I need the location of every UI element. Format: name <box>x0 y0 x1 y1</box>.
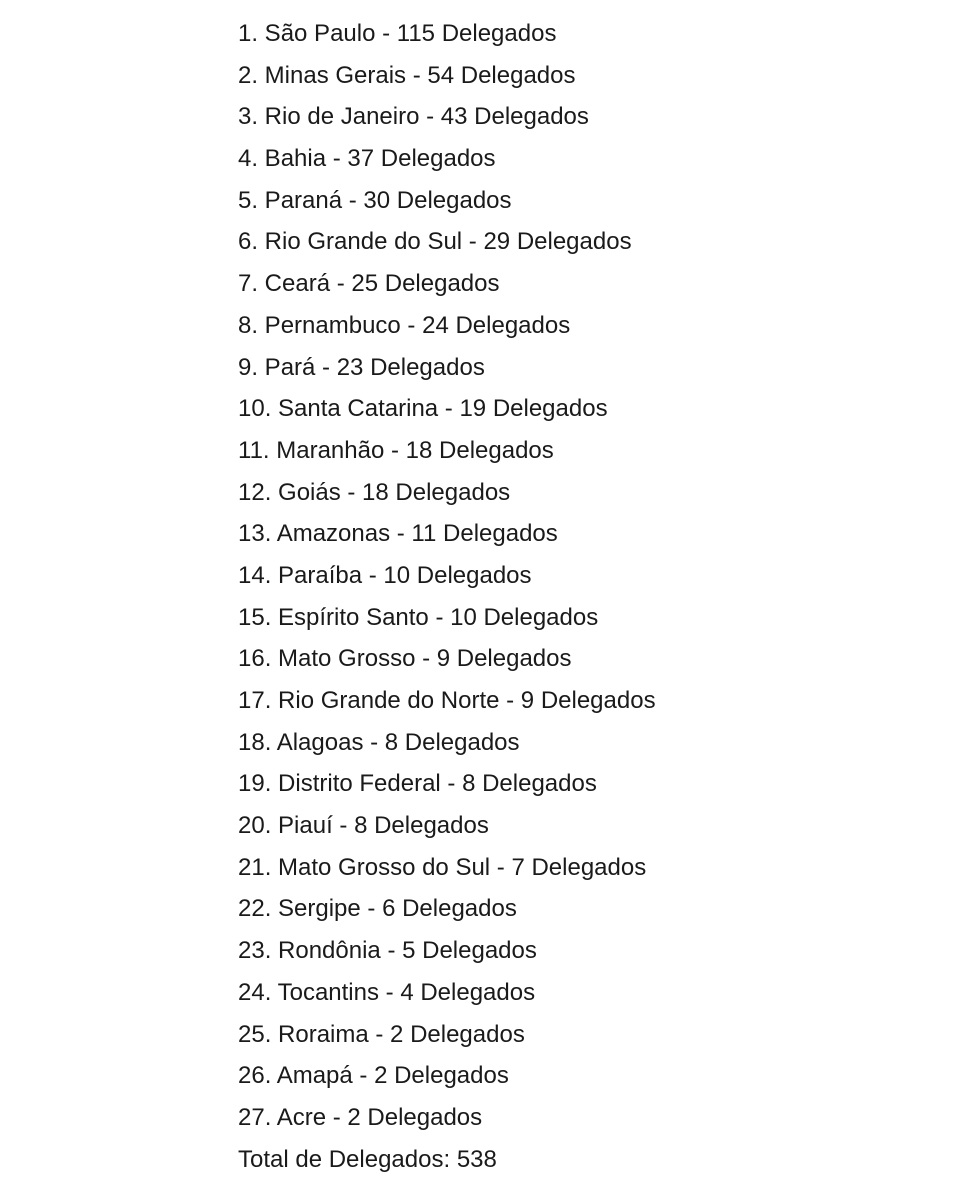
list-item: 26. Amapá - 2 Delegados <box>238 1062 509 1090</box>
list-item: 21. Mato Grosso do Sul - 7 Delegados <box>238 853 647 881</box>
list-item: 6. Rio Grande do Sul - 29 Delegados <box>238 228 632 256</box>
list-item: 4. Bahia - 37 Delegados <box>238 145 496 173</box>
list-item: 3. Rio de Janeiro - 43 Delegados <box>238 103 589 131</box>
list-item: 10. Santa Catarina - 19 Delegados <box>238 395 608 423</box>
list-item: 20. Piauí - 8 Delegados <box>238 812 489 840</box>
list-item: 23. Rondônia - 5 Delegados <box>238 937 537 965</box>
list-item: 15. Espírito Santo - 10 Delegados <box>238 603 599 631</box>
list-item: 11. Maranhão - 18 Delegados <box>238 436 554 464</box>
list-item: 5. Paraná - 30 Delegados <box>238 186 512 214</box>
list-item: 24. Tocantins - 4 Delegados <box>238 978 536 1006</box>
list-item: 12. Goiás - 18 Delegados <box>238 478 511 506</box>
list-item: 19. Distrito Federal - 8 Delegados <box>238 770 597 798</box>
list-item: 8. Pernambuco - 24 Delegados <box>238 311 571 339</box>
list-item: 1. São Paulo - 115 Delegados <box>238 20 557 47</box>
list-item: 9. Pará - 23 Delegados <box>238 353 485 381</box>
list-item: 13. Amazonas - 11 Delegados <box>238 520 558 548</box>
list-item: 22. Sergipe - 6 Delegados <box>238 895 517 923</box>
list-item: 17. Rio Grande do Norte - 9 Delegados <box>238 687 656 714</box>
total-line: Total de Delegados: 538 <box>238 1145 497 1173</box>
list-item: 2. Minas Gerais - 54 Delegados <box>238 61 576 89</box>
list-item: 18. Alagoas - 8 Delegados <box>238 728 520 756</box>
list-item: 7. Ceará - 25 Delegados <box>238 270 500 298</box>
list-item: 25. Roraima - 2 Delegados <box>238 1020 525 1048</box>
list-item: 14. Paraíba - 10 Delegados <box>238 561 532 589</box>
list-item: 16. Mato Grosso - 9 Delegados <box>238 645 572 673</box>
list-item: 27. Acre - 2 Delegados <box>238 1103 483 1131</box>
delegates-list <box>238 13 938 1180</box>
